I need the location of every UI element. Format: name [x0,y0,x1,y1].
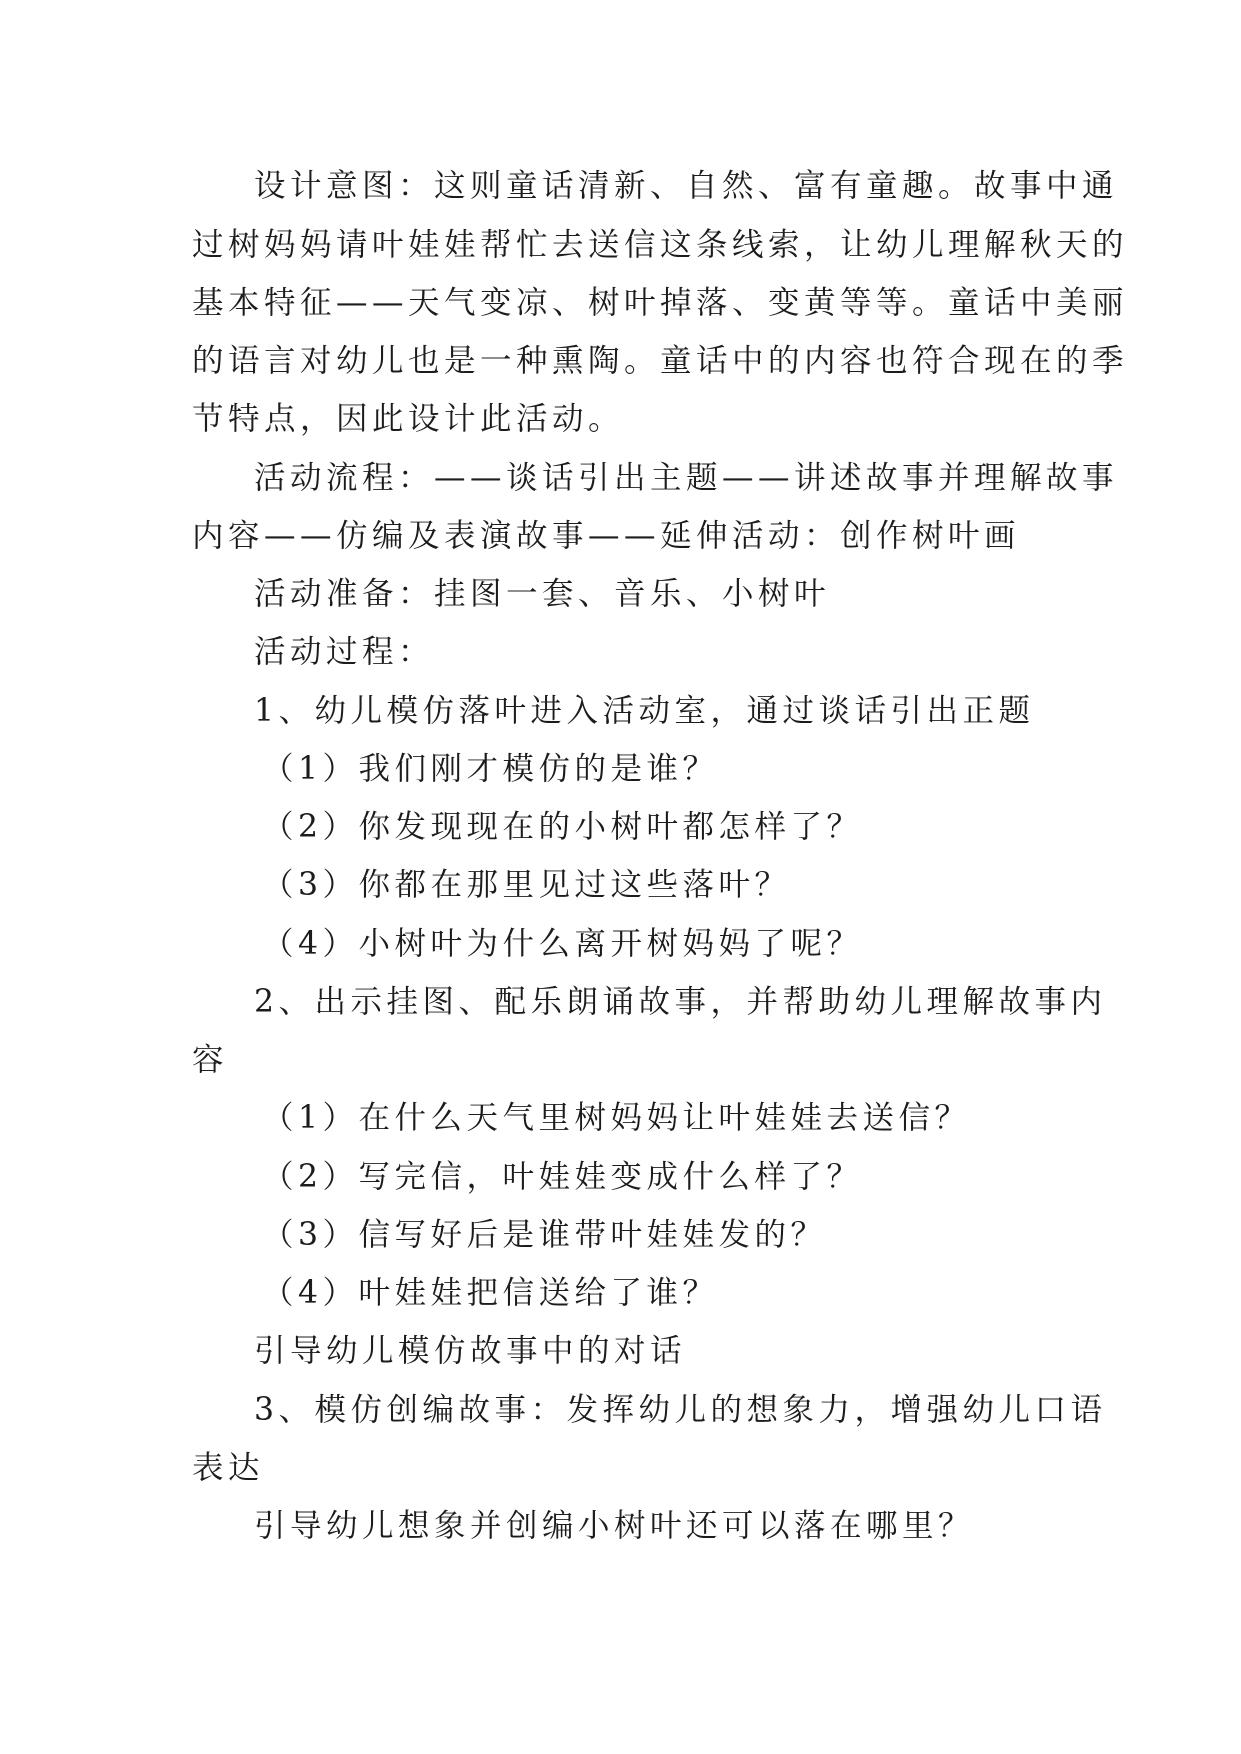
text-line: （3）信写好后是谁带叶娃娃发的？ [262,1217,827,1253]
text-line: （4）小树叶为什么离开树妈妈了呢？ [262,926,863,962]
text-line: （1）我们刚才模仿的是谁？ [262,751,719,787]
text-line: （3）你都在那里见过这些落叶？ [262,867,791,903]
text-line: 的语言对幼儿也是一种熏陶。童话中的内容也符合现在的季 [192,343,1129,379]
text-line: （1）在什么天气里树妈妈让叶娃娃去送信？ [262,1100,971,1136]
text-line: 过树妈妈请叶娃娃帮忙去送信这条线索，让幼儿理解秋天的 [192,227,1129,263]
text-line: 活动准备：挂图一套、音乐、小树叶 [254,576,831,612]
text-line: 3、模仿创编故事：发挥幼儿的想象力，增强幼儿口语 [254,1392,1107,1428]
text-line: 设计意图：这则童话清新、自然、富有童趣。故事中通 [254,168,1119,204]
text-line: 节特点，因此设计此活动。 [192,401,625,437]
text-line: 内容——仿编及表演故事——延伸活动：创作树叶画 [192,518,1021,554]
text-line: 容 [192,1042,229,1078]
text-line: 活动流程：——谈话引出主题——讲述故事并理解故事 [254,460,1119,496]
text-line: （2）写完信，叶娃娃变成什么样了？ [262,1159,863,1195]
text-line: 基本特征——天气变凉、树叶掉落、变黄等等。童话中美丽 [192,285,1129,321]
text-line: 表达 [192,1450,265,1486]
text-line: 活动过程： [254,634,435,670]
text-line: 引导幼儿想象并创编小树叶还可以落在哪里？ [254,1508,975,1544]
text-line: （2）你发现现在的小树叶都怎样了？ [262,809,863,845]
text-line: 2、出示挂图、配乐朗诵故事，并帮助幼儿理解故事内 [254,984,1107,1020]
text-line: 1、幼儿模仿落叶进入活动室，通过谈话引出正题 [254,693,1035,729]
text-line: 引导幼儿模仿故事中的对话 [254,1333,687,1369]
text-line: （4）叶娃娃把信送给了谁？ [262,1275,719,1311]
